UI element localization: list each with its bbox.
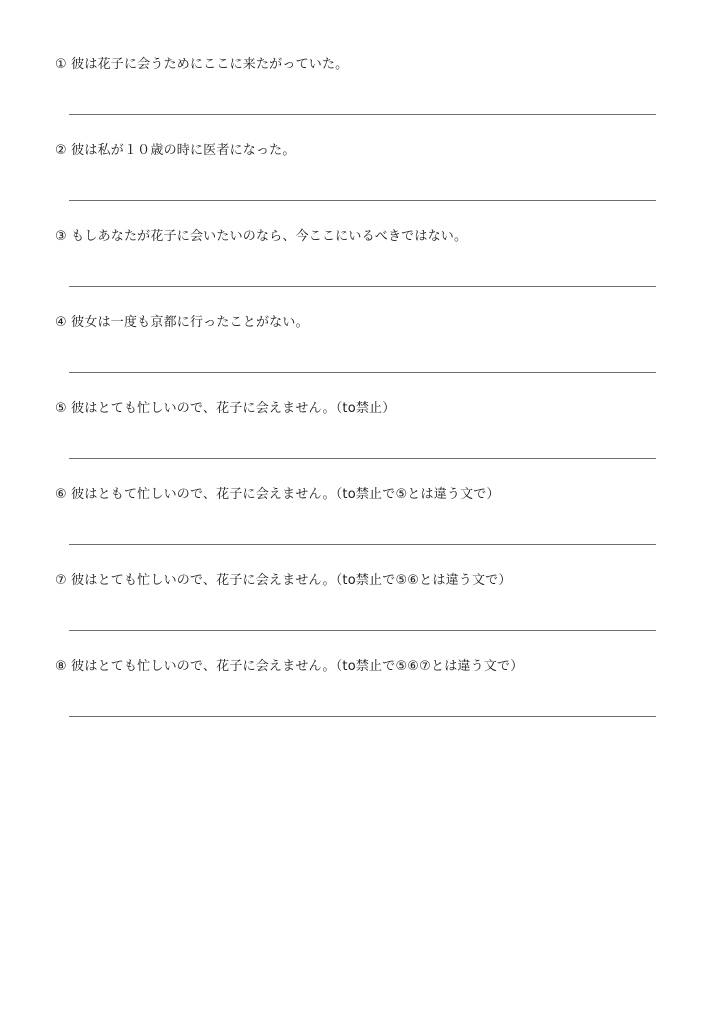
question-text: ⑤ 彼はとても忙しいので、花子に会えません。（to禁止） (55, 401, 396, 416)
answer-line[interactable] (69, 716, 656, 717)
answer-line[interactable] (69, 458, 656, 459)
question-text: ③ もしあなたが花子に会いたいのなら、今ここにいるべきではない。 (55, 229, 468, 244)
answer-line[interactable] (69, 544, 656, 545)
question-text: ① 彼は花子に会うためにここに来たがっていた。 (55, 57, 349, 72)
question-text: ⑦ 彼はとても忙しいので、花子に会えません。（to禁止で⑤⑥とは違う文で） (55, 573, 512, 588)
answer-line[interactable] (69, 372, 656, 373)
question-text: ⑧ 彼はとても忙しいので、花子に会えません。（to禁止で⑤⑥⑦とは違う文で） (55, 659, 524, 674)
answer-line[interactable] (69, 630, 656, 631)
question-text: ② 彼は私が１０歳の時に医者になった。 (55, 143, 296, 158)
question-text: ⑥ 彼はともて忙しいので、花子に会えません。（to禁止で⑤とは違う文で） (55, 487, 500, 502)
question-text: ④ 彼女は一度も京都に行ったことがない。 (55, 315, 309, 330)
answer-line[interactable] (69, 200, 656, 201)
answer-line[interactable] (69, 286, 656, 287)
answer-line[interactable] (69, 114, 656, 115)
